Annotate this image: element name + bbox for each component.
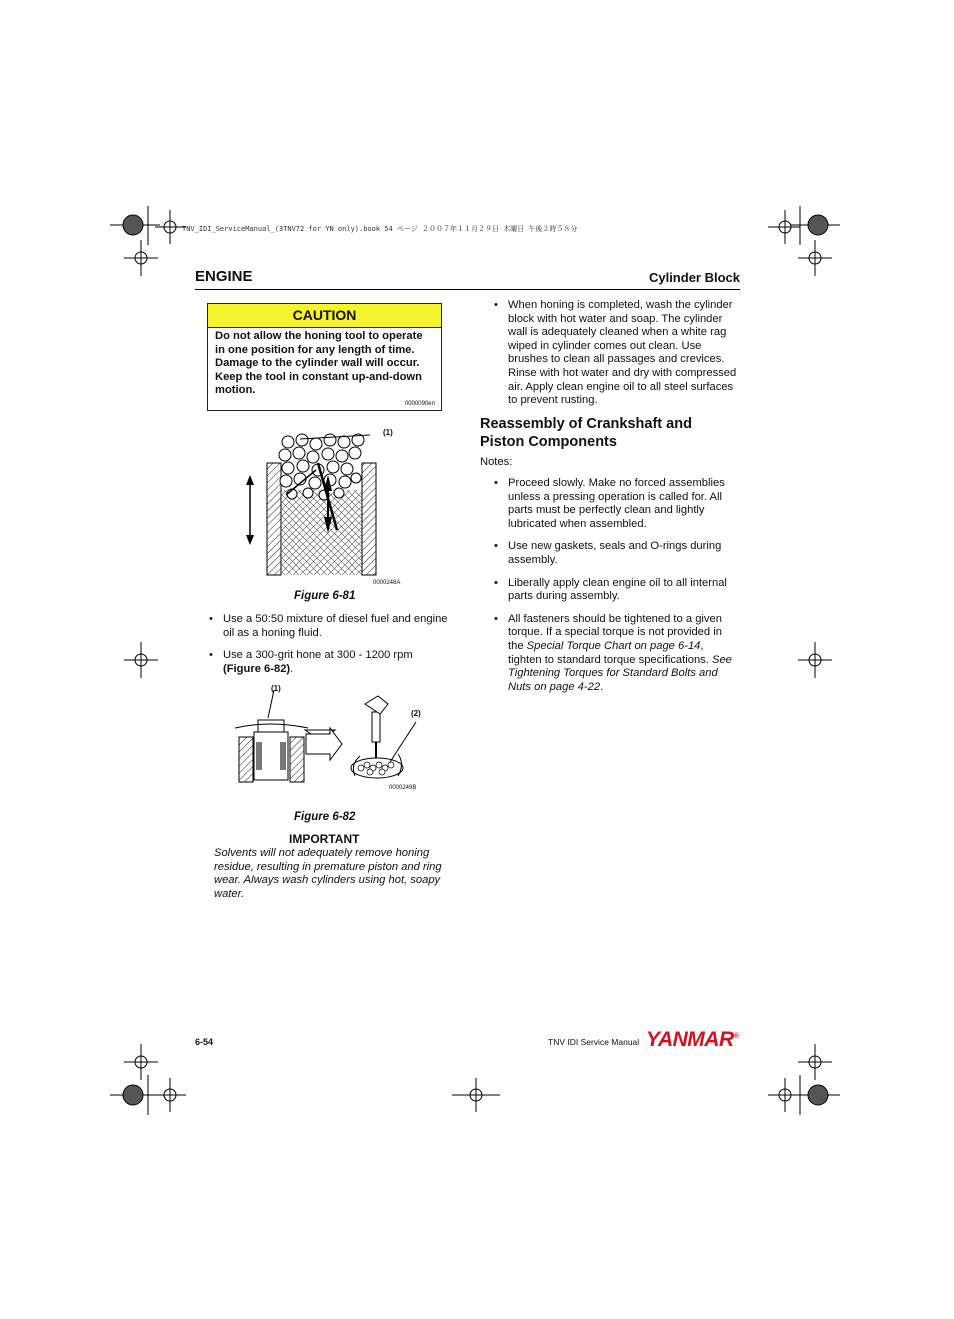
figure-6-81-code: 0000248A [373,580,401,586]
list-item: • When honing is completed, wash the cylinder block with hot water and soap. The cylinder wall is adequately cleaned when a white rag wiped in cylinder comes out clean. Use brushes to clean all passages and crevices. Rinse with hot water and dry with compressed air. Apply clean engine oil to all steel surfaces to prevent rusting. [494,299,740,408]
figure-6-81-illustration [240,425,410,585]
print-slug: TNV_IDI_ServiceManual_(3TNV72 for YN only).book 54 ページ ２００７年１１月２９日 木曜日 午後２時５８分 [182,225,578,233]
section-title: ENGINE [195,268,253,285]
reassembly-heading: Reassembly of Crankshaft and Piston Components [480,416,692,450]
figure-6-82-callout-2: (2) [411,709,421,718]
header-rule [195,289,740,290]
figure-6-82-code: 0000249B [389,785,417,791]
caution-title: CAUTION [208,304,441,328]
figure-6-82-callout-1: (1) [271,684,281,693]
list-item: • Liberally apply clean engine oil to all internal parts during assembly. [494,577,740,604]
caution-code: 0000090en [404,401,435,407]
cleaning-bullet [494,299,740,417]
page-number: 6-54 [195,1037,214,1047]
figure-6-82-caption: Figure 6-82 [294,811,356,823]
list-item: • Use a 300-grit hone at 300 - 1200 rpm (Figure 6-82). [209,649,449,676]
figure-6-81-caption: Figure 6-81 [294,590,356,602]
list-item: • Use a 50:50 mixture of diesel fuel and engine oil as a honing fluid. [209,613,449,640]
yanmar-logo: YANMAR® [646,1028,739,1051]
notes-label: Notes: [480,456,513,468]
list-item: • Use new gaskets, seals and O-rings during assembly. [494,540,740,567]
special-torque-reference: Special Torque Chart on page 6-14 [526,639,701,652]
list-item: • All fasteners should be tightened to a given torque. If a special torque is not provided in the Special Torque Chart on page 6-14, tighten to standard torque specifications. See Tightening Torques for Standard Bolts and Nuts on page 4-22. [494,613,740,695]
figure-6-81-callout: (1) [383,428,393,437]
figure-reference: (Figure 6-82) [223,662,291,675]
honing-bullets [209,613,449,685]
topic-title: Cylinder Block [648,270,740,285]
manual-title: TNV IDI Service Manual [548,1037,640,1047]
standard-torque-reference: See Tightening Torques for Standard Bolts and Nuts on page 4-22 [508,653,732,693]
important-title: IMPORTANT [289,832,360,846]
figure-6-82-illustration [230,690,435,790]
list-item: • Proceed slowly. Make no forced assemblies unless a pressing operation is called for. All parts must be perfectly clean and lightly lubricated when assembled. [494,477,740,531]
important-text: Solvents will not adequately remove honing residue, resulting in premature piston and ring wear. Always wash cylinders using hot, soapy water. [214,847,442,900]
reassembly-bullets [494,477,740,703]
caution-box [207,303,442,411]
caution-text: Do not allow the honing tool to operate in one position for any length of time. Damage to the cylinder wall will occur. Keep the tool in constant up-and-down motion. [215,330,423,397]
